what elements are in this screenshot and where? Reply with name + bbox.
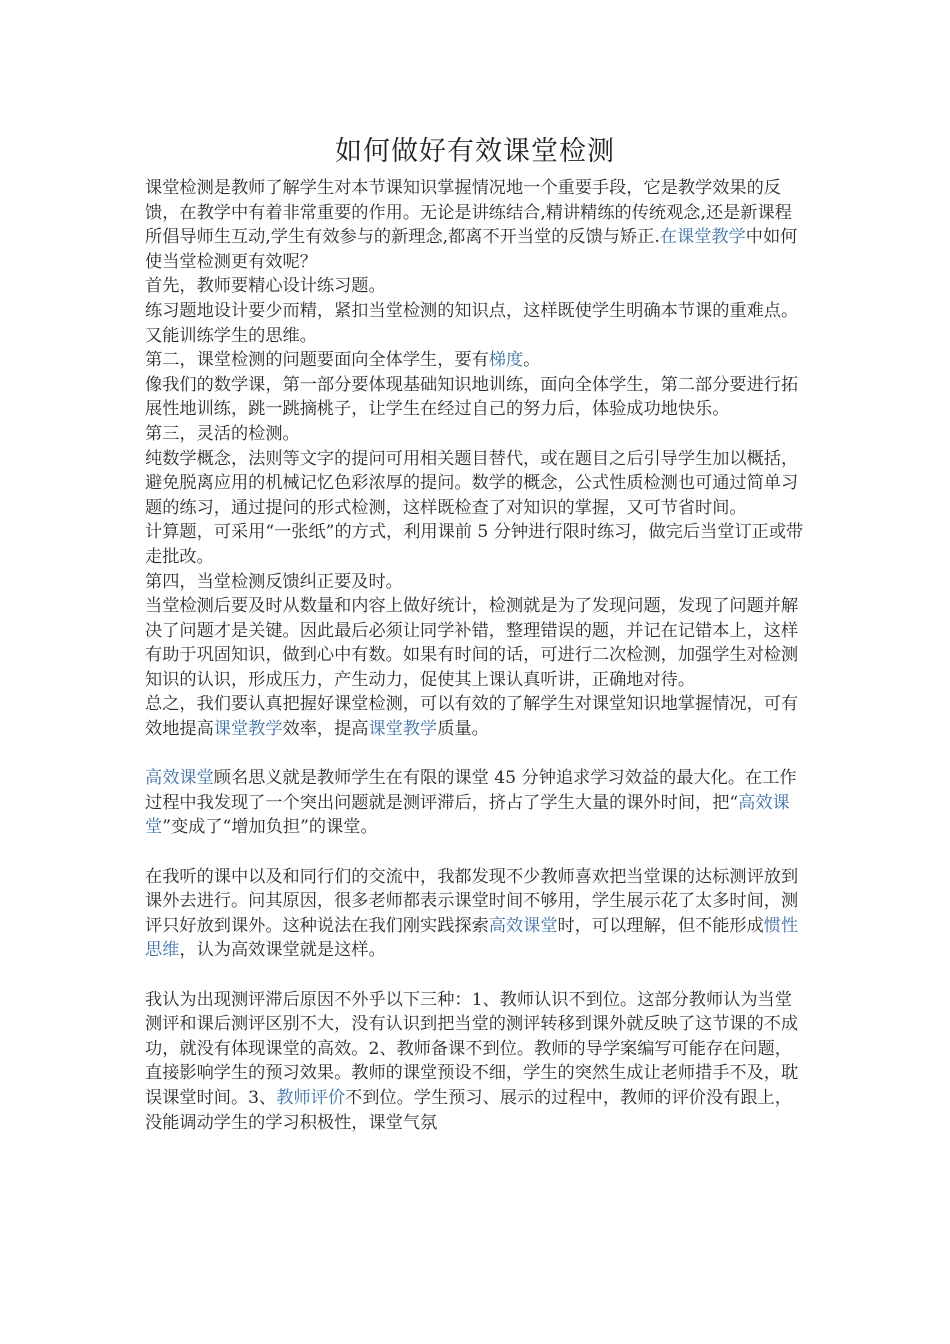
text-span: 效率，提高 <box>282 719 369 740</box>
text-span: 第二，课堂检测的问题要面向全体学生，要有 <box>145 350 489 371</box>
text-span: 课堂检测是教师了解学生对本节课知识掌握情况地一个重要手段，它是教学效果的反馈，在教学中有着非常重要的作用。无论是讲练结合,精讲精练的传统观念,还是新课程所倡导师生互动,学生有效参与的新理念,都离不开当堂的反馈与矫正. <box>145 178 792 248</box>
link-teacher-evaluation[interactable]: 教师评价 <box>276 1087 346 1108</box>
text-span: 时，可以理解，但不能形成 <box>557 915 764 936</box>
paragraph-third-point: 第三，灵活的检测。 <box>145 423 300 444</box>
paragraph-intro <box>145 176 805 274</box>
paragraph-feedback: 当堂检测后要及时从数量和内容上做好统计，检测就是为了发现问题，发现了问题并解决了问题才是关键。因此最后必须让同学补错，整理错误的题，并记在记错本上，这样有助于巩固知识，做到心中有数。如果有时间的话，可进行二次检测，加强学生对检测知识的认识，形成压力，产生动力，促使其上课认真听讲，正确地对待。 <box>145 596 799 690</box>
paragraph-exercise-design: 练习题地设计要少而精，紧扣当堂检测的知识点，这样既使学生明确本节课的重难点。又能训练学生的思维。 <box>145 300 799 346</box>
link-classroom-teaching-3[interactable]: 课堂教学 <box>368 719 438 740</box>
text-span: 质量。 <box>437 719 489 740</box>
paragraph-observation <box>145 865 805 963</box>
page-title: 如何做好有效课堂检测 <box>335 136 615 167</box>
text-span: ，认为高效课堂就是这样。 <box>179 940 386 961</box>
text-span: 在我听的课中以及和同行们的交流中，我都发现不少教师喜欢把当堂课的达标测评放到课外去进行。问其原因，很多老师都表示课堂时间不够用，学生展示花了太多时间，测评只好放到课外。这种说法在我们刚实践探索 <box>145 866 799 936</box>
text-span: 顾名思义就是教师学生在有限的课堂 45 分钟追求学习效益的最大化。在工作过程中我发现了一个突出问题就是测评滞后，挤占了学生大量的课外时间，把“ <box>145 768 797 813</box>
paragraph-gap <box>145 963 805 988</box>
link-efficient-classroom-3[interactable]: 高效课堂 <box>488 915 558 936</box>
paragraph-math-example: 像我们的数学课，第一部分要体现基础知识地训练，面向全体学生，第二部分要进行拓展性地训练，跳一跳摘桃子，让学生在经过自己的努力后，体验成功地快乐。 <box>145 374 799 420</box>
text-span: 中如何使当堂检测更有效呢？ <box>145 227 798 272</box>
link-gradient[interactable]: 梯度 <box>488 350 524 371</box>
link-inertial-thinking[interactable]: 惯性思维 <box>145 915 799 961</box>
paragraph-efficient-classroom <box>145 766 805 840</box>
paragraph-calculation: 计算题，可采用“一张纸”的方式，利用课前 5 分钟进行限时练习，做完后当堂订正或带走批改。 <box>145 522 804 567</box>
link-classroom-teaching[interactable]: 在课堂教学 <box>659 227 746 248</box>
link-classroom-teaching-2[interactable]: 课堂教学 <box>213 719 283 740</box>
paragraph-second-point <box>145 348 805 373</box>
text-span: ”变成了“增加负担”的课堂。 <box>162 817 378 838</box>
paragraph-reasons <box>145 988 805 1136</box>
document-body <box>145 176 805 1135</box>
paragraph-conclusion <box>145 692 805 741</box>
text-span: 不到位。学生预习、展示的过程中，教师的评价没有跟上，没能调动学生的学习积极性，课堂气氛 <box>145 1087 792 1133</box>
paragraph-first-point: 首先，教师要精心设计练习题。 <box>145 276 386 297</box>
paragraph-fourth-point: 第四，当堂检测反馈纠正要及时。 <box>145 571 403 592</box>
paragraph-gap <box>145 742 805 767</box>
paragraph-gap <box>145 840 805 865</box>
paragraph-concepts: 纯数学概念，法则等文字的提问可用相关题目替代，或在题目之后引导学生加以概括，避免脱离应用的机械记忆色彩浓厚的提问。数学的概念，公式性质检测也可通过简单习题的练习，通过提问的形式检测，这样既检查了对知识的掌握，又可节省时间。 <box>145 448 799 518</box>
text-span: 总之，我们要认真把握好课堂检测，可以有效的了解学生对课堂知识地掌握情况，可有效地提高 <box>145 694 799 740</box>
text-span: 我认为出现测评滞后原因不外乎以下三种：1、教师认识不到位。这部分教师认为当堂测评和课后测评区别不大，没有认识到把当堂的测评转移到课外就反映了这节课的不成功，就没有体现课堂的高效。2、教师备课不到位。教师的导学案编写可能存在问题，直接影响学生的预习效果。教师的课堂预设不细，学生的突然生成让老师措手不及，耽误课堂时间。3、 <box>145 989 799 1108</box>
text-span: 。 <box>523 350 541 371</box>
link-efficient-classroom[interactable]: 高效课堂 <box>145 768 214 789</box>
link-efficient-classroom-2[interactable]: 高效课堂 <box>145 792 790 838</box>
